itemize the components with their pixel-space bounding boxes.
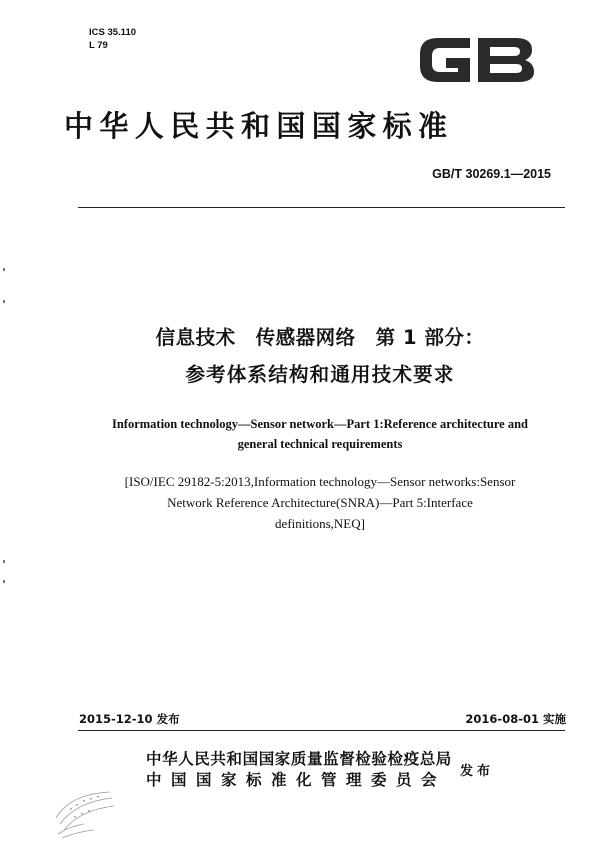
adoption-line-2: Network Reference Architecture(SNRA)—Part 5:Interface (167, 495, 473, 510)
scan-margin-mark (3, 300, 5, 303)
chinese-title-line-2: 参考体系结构和通用技术要求 (185, 363, 455, 386)
standard-number: GB/T 30269.1—2015 (432, 167, 551, 181)
issue-label: 发布 (460, 764, 495, 779)
chinese-title-line-1: 信息技术 传感器网络 第 1 部分： (155, 326, 485, 349)
scan-margin-mark (3, 268, 5, 271)
scan-margin-mark (3, 560, 5, 563)
issue-date: 2015-12-10 发布 (79, 712, 180, 726)
scan-margin-mark (3, 580, 5, 583)
ccs-code: L 79 (89, 40, 108, 51)
english-title-line-1: Information technology—Sensor network—Part 1:Reference architecture and (111, 417, 529, 431)
implementation-date: 2016-08-01 实施 (465, 712, 566, 726)
classification-codes (89, 26, 136, 52)
bottom-divider (78, 730, 565, 731)
top-divider (78, 207, 565, 208)
gb-logo (414, 30, 540, 90)
adoption-line-3: definitions,NEQ] (275, 516, 365, 531)
english-title-line-2: general technical requirements (237, 437, 403, 451)
issuer-line-2: 中国国家标准化管理委员会 (146, 771, 447, 789)
ics-code: ICS 35.110 (89, 27, 137, 38)
standard-category-title: 中华人民共和国国家标准 (64, 109, 454, 143)
adoption-line-1: [ISO/IEC 29182-5:2013,Information technology—Sensor networks:Sensor (124, 474, 516, 489)
issuer-line-1: 中华人民共和国国家质量监督检验检疫总局 (146, 750, 452, 768)
library-stamp-icon (50, 788, 118, 840)
